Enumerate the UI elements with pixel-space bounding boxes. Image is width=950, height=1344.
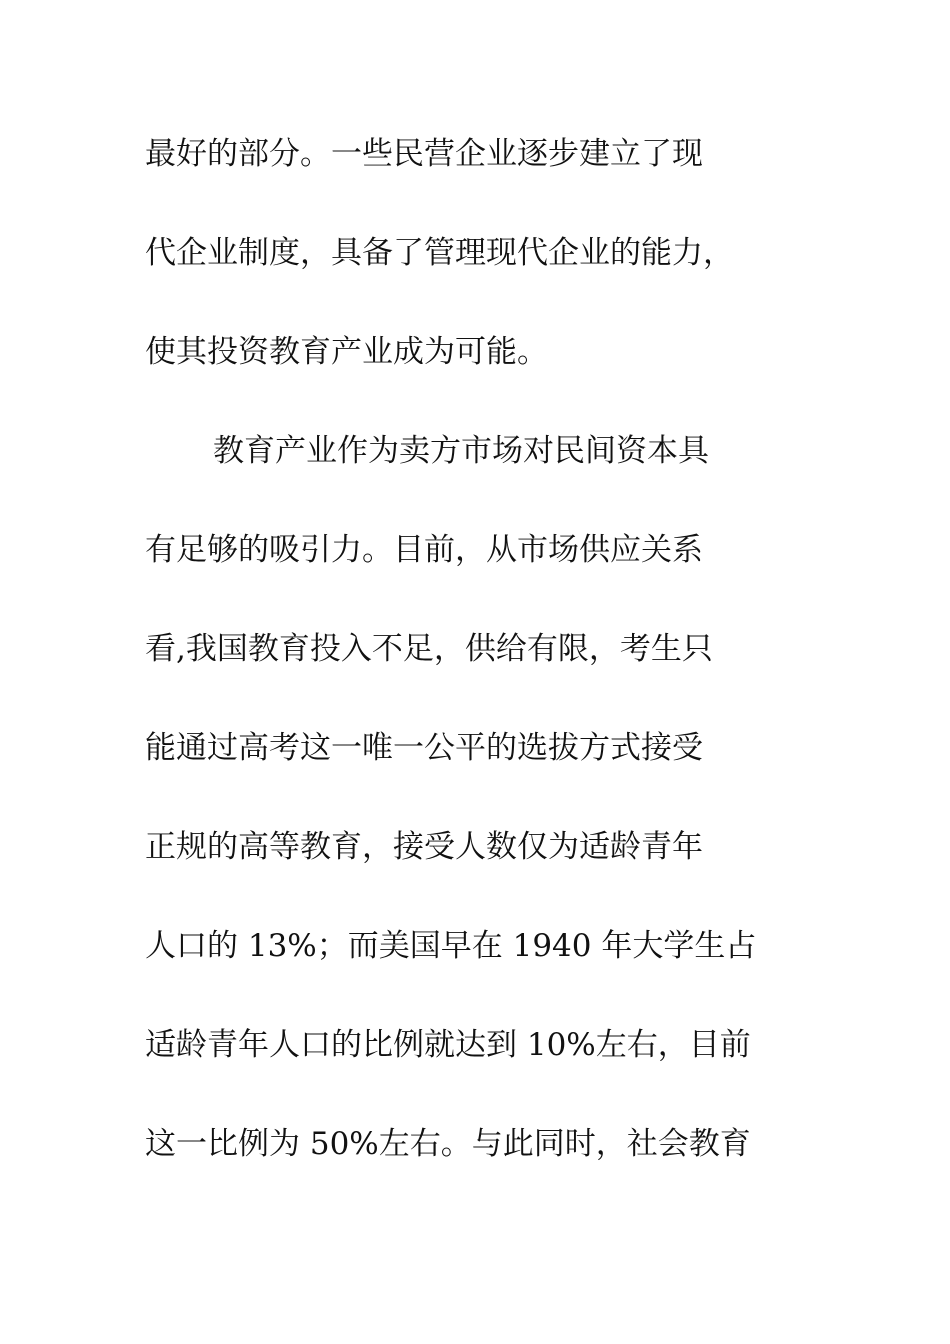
text-line: 正规的高等教育，接受人数仅为适龄青年 [145,829,703,865]
text-line: 这一比例为 50%左右。与此同时，社会教育 [145,1126,751,1162]
text-line: 使其投资教育产业成为可能。 [145,334,548,370]
text-line: 有足够的吸引力。目前，从市场供应关系 [145,532,703,568]
text-line: 能通过高考这一唯一公平的选拔方式接受 [145,730,703,766]
text-line: 最好的部分。一些民营企业逐步建立了现 [145,136,703,172]
body-text [145,124,805,1213]
paragraph-first-line: 教育产业作为卖方市场对民间资本具 [213,433,709,469]
text-line: 适龄青年人口的比例就达到 10%左右，目前 [145,1027,751,1063]
text-line: 代企业制度，具备了管理现代企业的能力， [145,235,734,271]
text-line: 人口的 13%；而美国早在 1940 年大学生占 [145,928,757,964]
text-line: 看,我国教育投入不足，供给有限，考生只 [145,631,713,667]
